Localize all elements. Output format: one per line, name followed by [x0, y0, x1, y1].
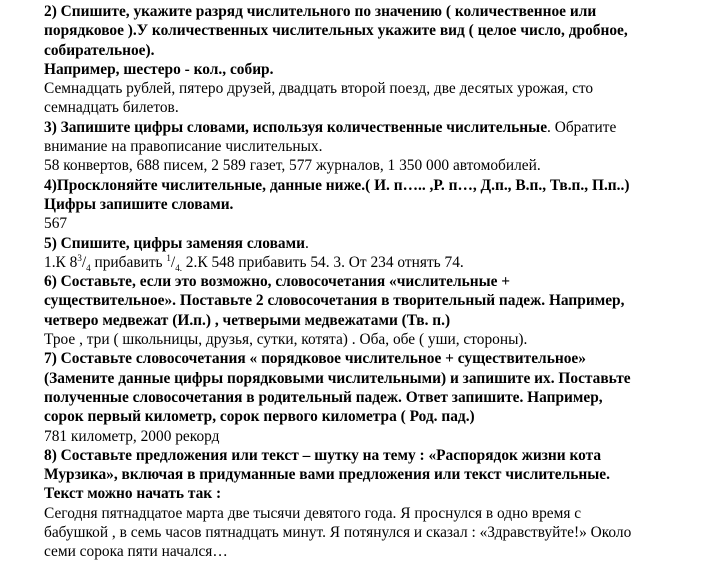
task-4-heading-line-2: Цифры запишите словами.: [44, 195, 234, 213]
task-2-example: Например, шестеро - кол., собир.: [44, 60, 274, 78]
task-2-words-line-1: Семнадцать рублей, пятеро друзей, двадцать второй поезд, две десятых урожая, сто: [44, 80, 594, 98]
task-6-words: Трое , три ( школьницы, друзья, сутки, котята) . Оба, обе ( уши, стороны).: [44, 331, 528, 349]
expr-2-3: 2.К 548 прибавить 54. 3. От 234 отнять 74.: [181, 253, 464, 271]
task-2-words-line-2: семнадцать билетов.: [44, 99, 179, 117]
fraction-1-slash: /: [81, 253, 87, 271]
task-8-text-line-3: семи сорока пяти начался…: [44, 543, 228, 561]
task-7-words: 781 километр, 2000 рекорд: [44, 427, 220, 445]
task-6-heading-line-1: 6) Составьте, если это возможно, словосочетания «числительные +: [44, 273, 511, 291]
task-8-heading-line-1: 8) Составьте предложения или текст – шутку на тему : «Распорядок жизни кота: [44, 446, 602, 464]
fraction-2-numerator: 1: [166, 252, 171, 263]
expr-1-start: 1.К 8: [44, 253, 78, 271]
task-4-heading-line-1: 4)Просклоняйте числительные, данные ниже.( И. п….. ,Р. п…, Д.п., В.п., Тв.п., П.п..): [44, 176, 630, 194]
task-6-example: четверо медвежат (И.п.) , четверыми медвежатами (Тв. п.): [44, 311, 451, 329]
fraction-2-slash: /: [170, 253, 176, 271]
task-6-heading-line-2: существительное». Поставьте 2 словосочетания в творительный падеж. Например,: [44, 292, 625, 310]
task-7-heading-line-1: 7) Составьте словосочетания « порядковое числительное + существительное»: [44, 350, 586, 368]
task-5-heading: [44, 234, 704, 253]
task-8-heading-line-2: Мурзика», включая в придуманные вами предложения или текст числительные.: [44, 466, 610, 484]
task-3-heading-line-2: внимание на правописание числительных.: [44, 138, 323, 156]
document-body: [44, 0, 704, 562]
fraction-1-denominator: 4: [86, 262, 91, 273]
task-5-heading-bold: 5) Спишите, цифры заменяя словами: [44, 234, 305, 252]
task-3-numbers: 58 конвертов, 688 писем, 2 589 газет, 577 журналов, 1 350 000 автомобилей.: [44, 157, 541, 175]
fraction-2-denominator: 4.: [175, 262, 182, 273]
task-2-heading-line-3: собирательное).: [44, 41, 155, 59]
task-7-heading-line-3: полученные словосочетания в родительный падеж. Ответ запишите. Например,: [44, 388, 603, 406]
task-7-example: сорок первый километр, сорок первого километра ( Род. пад.): [44, 408, 475, 426]
cut-off-text: [44, 0, 79, 1]
task-3-heading-bold: 3) Запишите цифры словами, используя количественные числительные: [44, 118, 548, 136]
expr-1-verb: прибавить: [90, 253, 167, 271]
fraction-1-numerator: 3: [77, 252, 82, 263]
task-5-expressions: [44, 253, 704, 272]
task-3-heading-rest: . Обратите: [547, 118, 617, 136]
task-8-text-line-1: Сегодня пятнадцатое марта две тысячи девятого года. Я проснулся в одно время с: [44, 504, 582, 522]
task-3-heading-line-1: [44, 118, 704, 137]
task-2-heading-line-2: порядковое ).У количественных числительных укажите вид ( целое число, дробное,: [44, 22, 628, 40]
task-7-heading-line-2: (Замените данные цифры порядковыми числительными) и запишите их. Поставьте: [44, 369, 631, 387]
task-4-number: 567: [44, 215, 68, 233]
task-2-heading-line-1: 2) Спишите, укажите разряд числительного по значению ( количественное или: [44, 3, 597, 20]
task-5-heading-rest: .: [304, 234, 309, 252]
task-8-heading-line-3: Текст можно начать так :: [44, 485, 222, 503]
task-8-text-line-2: бабушкой , в семь часов пятнадцать минут. Я потянулся и сказал : «Здравствуйте!» Около: [44, 524, 632, 542]
